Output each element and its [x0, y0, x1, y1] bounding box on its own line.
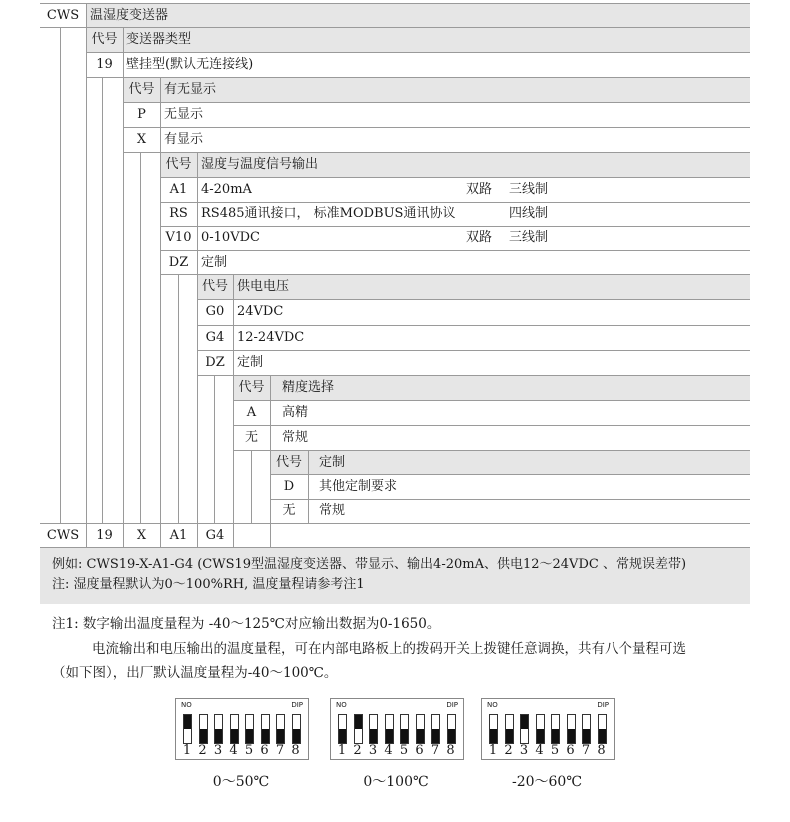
dip-toggle — [369, 714, 378, 744]
code-rs: RS — [169, 206, 188, 221]
dip-knob — [401, 729, 408, 743]
dip-number: 6 — [415, 743, 424, 758]
label-no-display: 无显示 — [164, 107, 204, 122]
code-header: 代号 — [201, 279, 228, 294]
note-line-3: （如下图），出厂默认温度量程为-40～100℃。 — [52, 665, 338, 681]
row-line — [197, 350, 750, 351]
header-band — [86, 4, 750, 27]
dip-toggle — [338, 714, 347, 744]
dip-number: 2 — [198, 743, 207, 758]
label-display: 有显示 — [164, 132, 204, 147]
dip-number: 7 — [581, 743, 591, 758]
label-wiring: 三线制 — [509, 230, 549, 245]
dip-toggle — [400, 714, 409, 744]
dip-number: 1 — [488, 743, 498, 758]
label-header: 变送器类型 — [126, 32, 192, 47]
dip-knob — [506, 729, 513, 743]
dip-toggle — [582, 714, 591, 744]
dip-number: 8 — [597, 743, 606, 758]
dip-number: 5 — [244, 743, 254, 758]
dip-number: 4 — [229, 743, 238, 758]
dip-toggle — [292, 714, 301, 744]
code-19: 19 — [96, 57, 113, 72]
dip-knob — [370, 729, 377, 743]
dip-toggle — [214, 714, 223, 744]
row-line — [160, 250, 750, 251]
dip-number: 1 — [337, 743, 347, 758]
label-wiring: 三线制 — [509, 182, 549, 197]
header-band — [123, 78, 750, 102]
code-cws: CWS — [46, 8, 80, 23]
dip-number: 8 — [291, 743, 300, 758]
dip-number: 4 — [535, 743, 544, 758]
dip-toggle — [416, 714, 425, 744]
dip-number: 2 — [353, 743, 362, 758]
dip-number: 5 — [550, 743, 560, 758]
col-line — [251, 450, 252, 523]
code-dz: DZ — [205, 355, 225, 370]
code-header: 代号 — [275, 455, 302, 470]
label-normal: 常规 — [319, 503, 346, 518]
col-line — [102, 77, 103, 523]
dip-knob — [490, 729, 497, 743]
label-custom: 定制 — [237, 355, 264, 370]
dip-toggle — [261, 714, 270, 744]
code-header: 代号 — [128, 82, 155, 97]
dip-number: 2 — [504, 743, 513, 758]
label-rs485: RS485通讯接口， 标准MODBUS通讯协议 — [201, 206, 456, 221]
dip-toggle — [276, 714, 285, 744]
dip-number: 3 — [368, 743, 378, 758]
dip-knob — [583, 729, 590, 743]
row-line — [123, 102, 750, 103]
label-0-10vdc: 0-10VDC — [201, 230, 260, 245]
example-line: 例如: CWS19-X-A1-G4 (CWS19型温湿度变送器、带显示、输出4-20mA、供电12～24VDC 、常规误差带) — [52, 557, 687, 572]
dip-number: 3 — [519, 743, 529, 758]
code-header: 代号 — [165, 157, 192, 172]
label-normal: 常规 — [282, 430, 309, 445]
dip-dip-label: DIP — [291, 701, 303, 709]
dip-toggle — [567, 714, 576, 744]
label-product: 温湿度变送器 — [90, 8, 169, 23]
dip-knob — [386, 729, 393, 743]
col-line — [60, 27, 61, 523]
summary-x: X — [136, 528, 147, 543]
row-line — [233, 400, 750, 401]
dip-toggle — [520, 714, 529, 744]
note-line-1: 注1: 数字输出温度量程为 -40～125℃对应输出数据为0-1650。 — [52, 616, 441, 632]
row-line — [233, 425, 750, 426]
row-line — [123, 127, 750, 128]
label-header: 精度选择 — [282, 380, 335, 395]
code-dz: DZ — [168, 255, 189, 270]
dip-number: 4 — [384, 743, 393, 758]
code-d: D — [283, 479, 295, 494]
label-24vdc: 24VDC — [237, 304, 284, 319]
dip-toggle — [536, 714, 545, 744]
dip-toggle — [230, 714, 239, 744]
dip-toggle — [551, 714, 560, 744]
dip-toggle — [431, 714, 440, 744]
dip-number: 6 — [260, 743, 269, 758]
label-channels: 双路 — [466, 230, 493, 245]
dip-knob — [448, 729, 455, 743]
dip-knob — [355, 715, 362, 729]
dip-knob — [215, 729, 222, 743]
code-v10: V10 — [165, 230, 192, 245]
code-none: 无 — [244, 430, 258, 445]
dip-number: 7 — [275, 743, 285, 758]
dip-number: 3 — [213, 743, 223, 758]
dip-toggle — [354, 714, 363, 744]
code-header: 代号 — [238, 380, 265, 395]
code-a1: A1 — [169, 182, 188, 197]
label-custom: 定制 — [201, 255, 228, 270]
col-line — [160, 77, 161, 547]
dip-knob — [537, 729, 544, 743]
dip-toggle — [505, 714, 514, 744]
dip-switch — [330, 698, 464, 760]
dip-knob — [568, 729, 575, 743]
dip-toggle — [245, 714, 254, 744]
dip-dip-label: DIP — [446, 701, 458, 709]
dip-toggle — [489, 714, 498, 744]
code-g0: G0 — [205, 304, 225, 319]
code-p: P — [137, 107, 146, 122]
example-box — [40, 548, 750, 604]
code-none: 无 — [282, 503, 296, 518]
dip-knob — [231, 729, 238, 743]
code-header: 代号 — [91, 32, 118, 47]
dip-no-label: NO — [181, 701, 192, 709]
col-line — [140, 152, 141, 523]
dip-knob — [339, 729, 346, 743]
note-line-2: 电流输出和电压输出的温度量程，可在内部电路板上的拨码开关上拨键任意调换，共有八个量程可选 — [92, 641, 686, 657]
dip-number: 5 — [399, 743, 409, 758]
label-other-custom: 其他定制要求 — [319, 479, 398, 494]
summary-cws: CWS — [46, 528, 80, 543]
dip-toggle — [447, 714, 456, 744]
dip-knob — [293, 729, 300, 743]
dip-knob — [432, 729, 439, 743]
code-a: A — [246, 405, 257, 420]
code-g4: G4 — [205, 330, 225, 345]
example-note-line: 注: 湿度量程默认为0～100%RH, 温度量程请参考注1 — [52, 577, 365, 592]
label-header: 有无显示 — [164, 82, 217, 97]
summary-19: 19 — [96, 528, 113, 543]
dip-knob — [200, 729, 207, 743]
dip-number: 6 — [566, 743, 575, 758]
dip-number: 7 — [430, 743, 440, 758]
dip-knob — [552, 729, 559, 743]
summary-a1: A1 — [169, 528, 188, 543]
label-4-20ma: 4-20mA — [201, 182, 252, 197]
label-wiring: 四线制 — [509, 206, 549, 221]
code-x: X — [136, 132, 147, 147]
dip-toggle — [385, 714, 394, 744]
dip-knob — [417, 729, 424, 743]
label-header: 供电电压 — [237, 279, 290, 294]
label-channels: 双路 — [466, 182, 493, 197]
label-12-24vdc: 12-24VDC — [237, 330, 305, 345]
dip-knob — [184, 715, 191, 729]
dip-knob — [262, 729, 269, 743]
dip-caption: -20～60℃ — [511, 774, 583, 790]
dip-number: 8 — [446, 743, 455, 758]
dip-no-label: NO — [487, 701, 498, 709]
dip-knob — [246, 729, 253, 743]
dip-number: 1 — [182, 743, 192, 758]
label-header: 定制 — [319, 455, 346, 470]
dip-toggle — [598, 714, 607, 744]
col-line — [178, 274, 179, 523]
dip-knob — [599, 729, 606, 743]
col-line — [86, 3, 87, 547]
dip-caption: 0～100℃ — [363, 774, 429, 790]
dip-toggle — [183, 714, 192, 744]
label-high-precision: 高精 — [282, 405, 309, 420]
dip-dip-label: DIP — [597, 701, 609, 709]
dip-caption: 0～50℃ — [212, 774, 270, 790]
dip-knob — [277, 729, 284, 743]
summary-g4: G4 — [205, 528, 225, 543]
dip-switch — [481, 698, 615, 760]
dip-no-label: NO — [336, 701, 347, 709]
dip-switch — [175, 698, 309, 760]
label-header: 湿度与温度信号输出 — [201, 157, 319, 172]
label-wall: 壁挂型(默认无连接线) — [126, 57, 254, 72]
col-line — [308, 450, 309, 523]
dip-toggle — [199, 714, 208, 744]
dip-knob — [521, 715, 528, 729]
col-line — [214, 375, 215, 523]
